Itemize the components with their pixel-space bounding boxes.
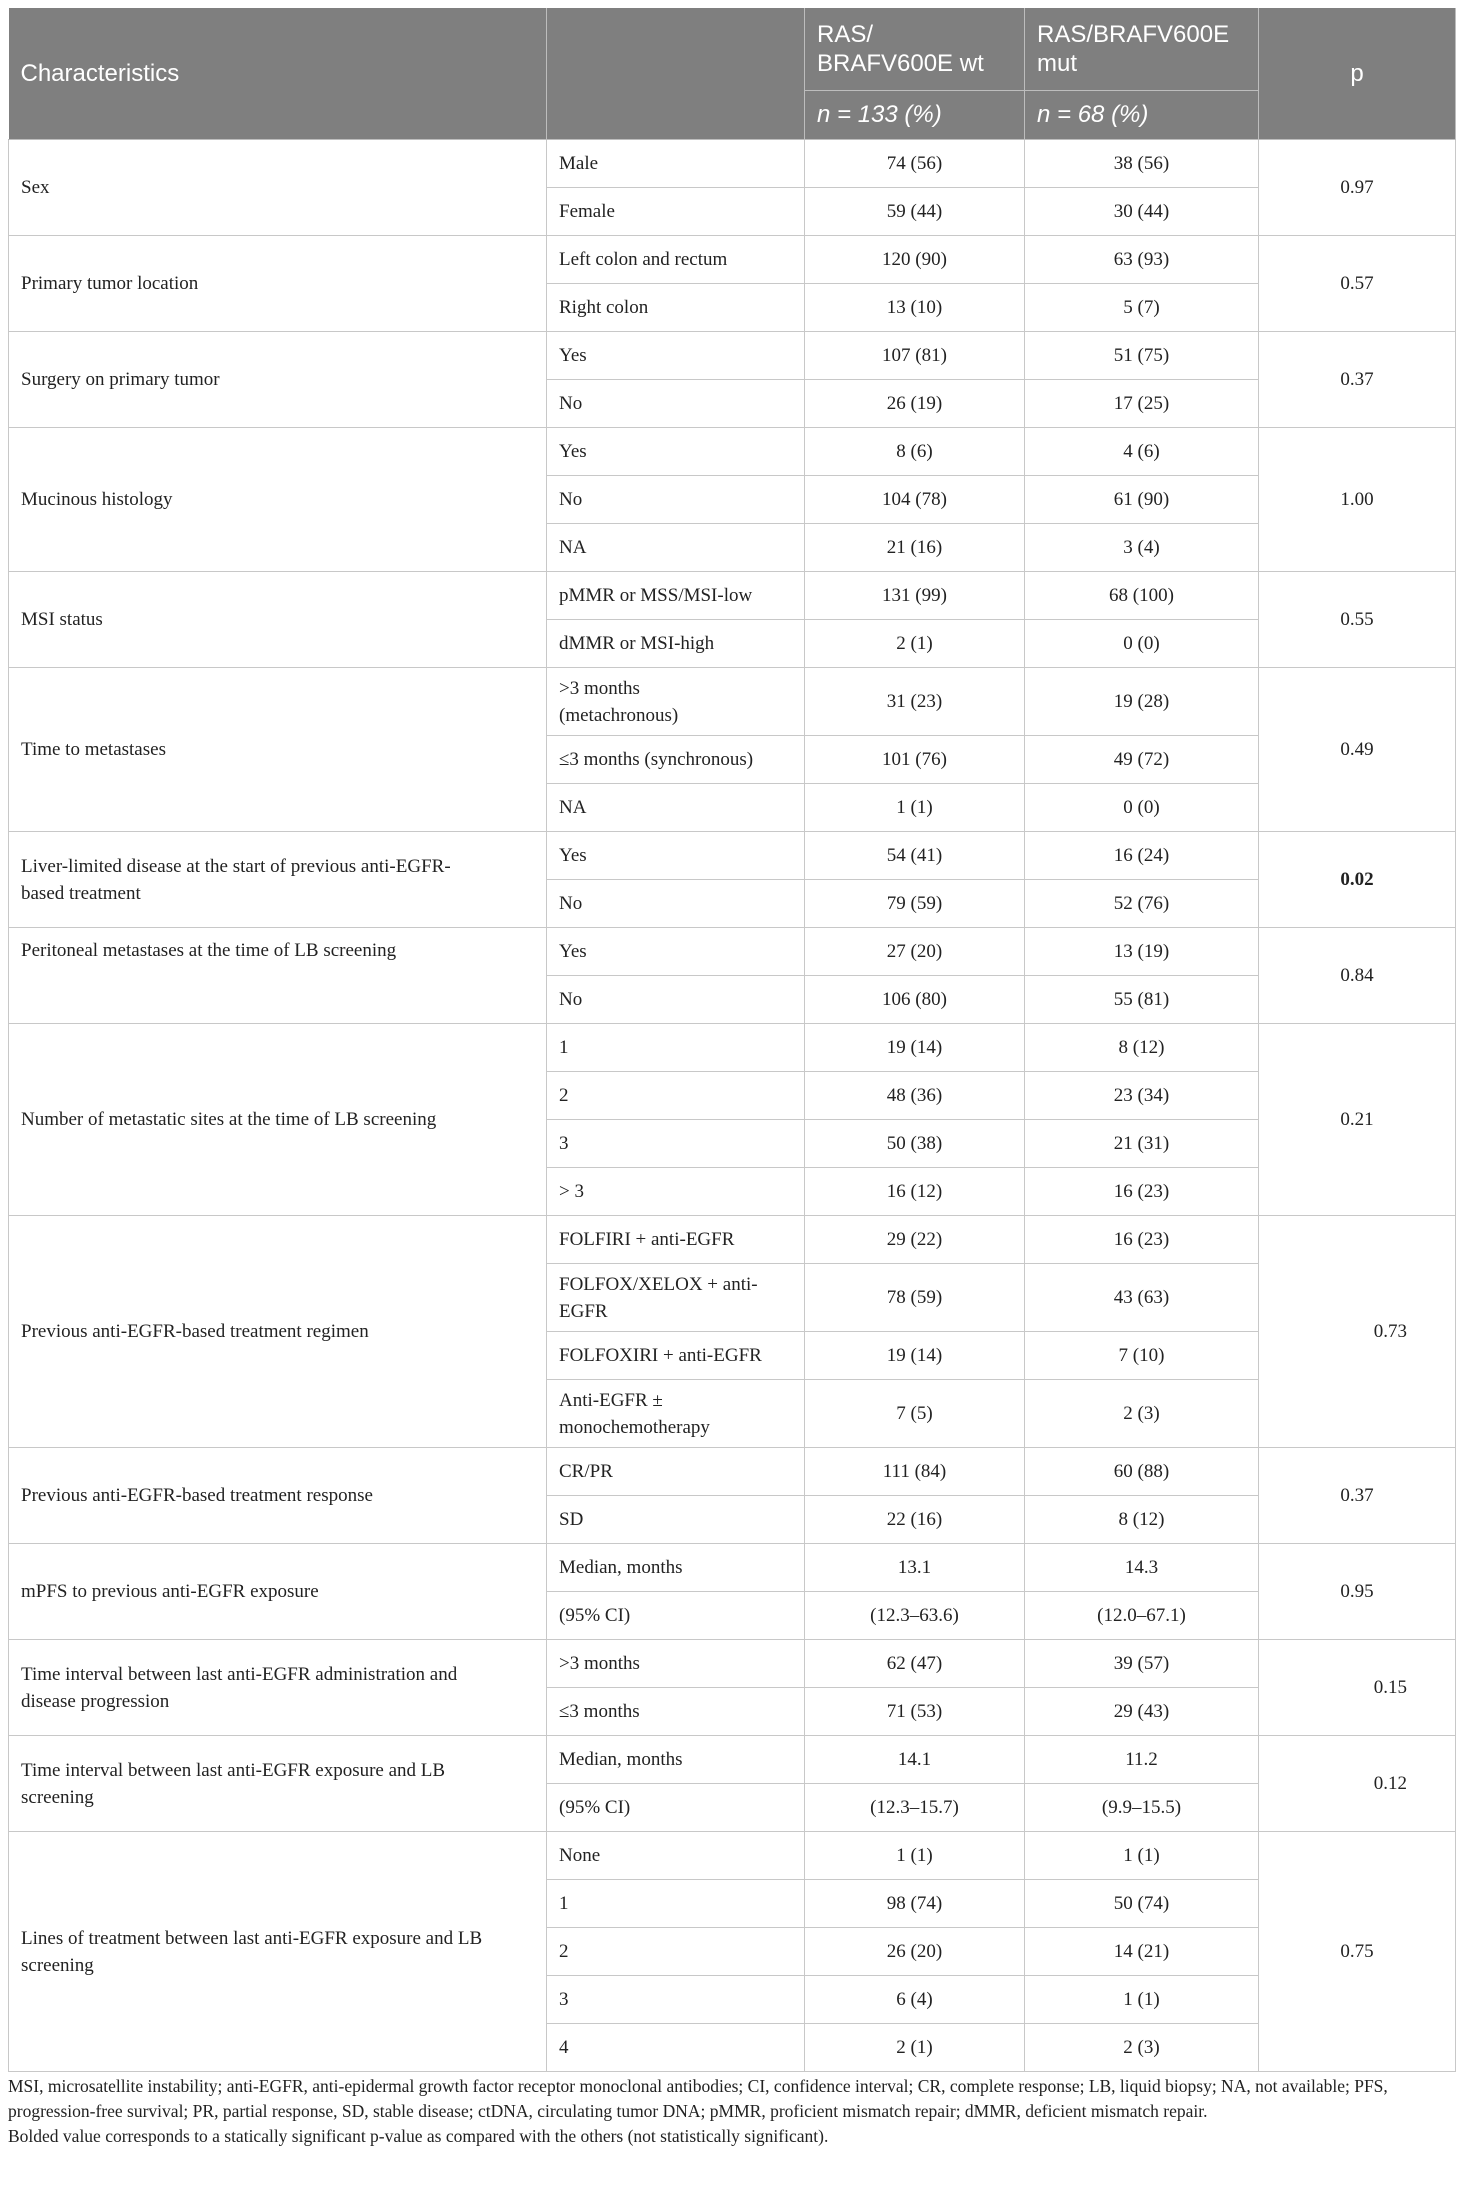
row-characteristic-label: Primary tumor location	[9, 236, 547, 332]
row-subcategory: 1	[547, 1024, 805, 1072]
table-header	[9, 8, 1456, 140]
cell-wt-value: 13 (10)	[805, 284, 1025, 332]
cell-mut-value: 29 (43)	[1025, 1688, 1259, 1736]
table-row	[9, 428, 1456, 476]
row-characteristic-label: Number of metastatic sites at the time of LB screening	[9, 1024, 547, 1216]
cell-wt-value: 16 (12)	[805, 1168, 1025, 1216]
cell-mut-value: 61 (90)	[1025, 476, 1259, 524]
header-subcategory	[547, 8, 805, 140]
row-subcategory: Yes	[547, 428, 805, 476]
row-characteristic-label: Mucinous histology	[9, 428, 547, 572]
header-n-wt: n = 133 (%)	[805, 91, 1025, 140]
cell-p-value: 0.49	[1259, 668, 1456, 832]
row-characteristic-label: Previous anti-EGFR-based treatment regimen	[9, 1216, 547, 1448]
row-subcategory: NA	[547, 524, 805, 572]
cell-wt-value: 120 (90)	[805, 236, 1025, 284]
cell-wt-value: 1 (1)	[805, 1832, 1025, 1880]
table-footnotes	[8, 2072, 1455, 2149]
cell-wt-value: 50 (38)	[805, 1120, 1025, 1168]
cell-mut-value: 30 (44)	[1025, 188, 1259, 236]
cell-wt-value: 26 (20)	[805, 1928, 1025, 1976]
table-container	[8, 8, 1455, 2149]
row-subcategory: pMMR or MSS/MSI-low	[547, 572, 805, 620]
cell-mut-value: 1 (1)	[1025, 1976, 1259, 2024]
cell-wt-value: 27 (20)	[805, 928, 1025, 976]
header-p: p	[1259, 8, 1456, 140]
cell-mut-value: 13 (19)	[1025, 928, 1259, 976]
header-group-wt: RAS/ BRAFV600E wt	[805, 8, 1025, 91]
cell-wt-value: 78 (59)	[805, 1264, 1025, 1332]
cell-wt-value: 6 (4)	[805, 1976, 1025, 2024]
cell-wt-value: (12.3–15.7)	[805, 1784, 1025, 1832]
cell-mut-value: 14 (21)	[1025, 1928, 1259, 1976]
cell-mut-value: 39 (57)	[1025, 1640, 1259, 1688]
cell-mut-value: 16 (23)	[1025, 1168, 1259, 1216]
cell-wt-value: 2 (1)	[805, 2024, 1025, 2072]
cell-p-value: 0.84	[1259, 928, 1456, 1024]
cell-wt-value: 98 (74)	[805, 1880, 1025, 1928]
cell-wt-value: 13.1	[805, 1544, 1025, 1592]
cell-wt-value: 19 (14)	[805, 1332, 1025, 1380]
cell-mut-value: 2 (3)	[1025, 2024, 1259, 2072]
row-subcategory: >3 months	[547, 1640, 805, 1688]
table-row	[9, 928, 1456, 976]
cell-mut-value: 50 (74)	[1025, 1880, 1259, 1928]
cell-wt-value: 26 (19)	[805, 380, 1025, 428]
cell-mut-value: 52 (76)	[1025, 880, 1259, 928]
cell-mut-value: 19 (28)	[1025, 668, 1259, 736]
row-subcategory: None	[547, 1832, 805, 1880]
cell-wt-value: 54 (41)	[805, 832, 1025, 880]
row-subcategory: 4	[547, 2024, 805, 2072]
row-subcategory: Right colon	[547, 284, 805, 332]
row-subcategory: 3	[547, 1976, 805, 2024]
cell-p-value: 0.73	[1259, 1216, 1456, 1448]
cell-p-value: 0.21	[1259, 1024, 1456, 1216]
cell-wt-value: (12.3–63.6)	[805, 1592, 1025, 1640]
cell-mut-value: 49 (72)	[1025, 736, 1259, 784]
row-subcategory: No	[547, 476, 805, 524]
cell-mut-value: 68 (100)	[1025, 572, 1259, 620]
row-subcategory: > 3	[547, 1168, 805, 1216]
cell-p-value: 0.37	[1259, 332, 1456, 428]
cell-p-value: 0.12	[1259, 1736, 1456, 1832]
cell-mut-value: 51 (75)	[1025, 332, 1259, 380]
cell-mut-value: 0 (0)	[1025, 620, 1259, 668]
row-subcategory: Median, months	[547, 1736, 805, 1784]
cell-wt-value: 106 (80)	[805, 976, 1025, 1024]
row-subcategory: FOLFIRI + anti-EGFR	[547, 1216, 805, 1264]
footnote-abbreviations: MSI, microsatellite instability; anti-EGFR, anti-epidermal growth factor receptor monoclonal antibodies; CI, confidence interval; CR, complete response; LB, liquid biopsy; NA, not available; PFS, progression-free survival; PR, partial response, SD, stable disease; ctDNA, circulating tumor DNA; pMMR, proficient mismatch repair; dMMR, deficient mismatch repair.	[8, 2076, 1388, 2121]
cell-mut-value: 16 (24)	[1025, 832, 1259, 880]
cell-wt-value: 71 (53)	[805, 1688, 1025, 1736]
cell-wt-value: 79 (59)	[805, 880, 1025, 928]
cell-mut-value: 55 (81)	[1025, 976, 1259, 1024]
cell-mut-value: 23 (34)	[1025, 1072, 1259, 1120]
table-row	[9, 1544, 1456, 1592]
row-subcategory: ≤3 months (synchronous)	[547, 736, 805, 784]
cell-mut-value: 0 (0)	[1025, 784, 1259, 832]
row-subcategory: Median, months	[547, 1544, 805, 1592]
cell-mut-value: (9.9–15.5)	[1025, 1784, 1259, 1832]
cell-p-value: 0.57	[1259, 236, 1456, 332]
row-characteristic-label: Lines of treatment between last anti-EGFR exposure and LB screening	[9, 1832, 547, 2072]
cell-wt-value: 107 (81)	[805, 332, 1025, 380]
cell-wt-value: 31 (23)	[805, 668, 1025, 736]
cell-p-value: 0.97	[1259, 140, 1456, 236]
cell-p-value: 0.02	[1259, 832, 1456, 928]
row-subcategory: >3 months (metachronous)	[547, 668, 805, 736]
row-characteristic-label: Previous anti-EGFR-based treatment response	[9, 1448, 547, 1544]
table-row	[9, 1448, 1456, 1496]
cell-mut-value: 5 (7)	[1025, 284, 1259, 332]
row-subcategory: dMMR or MSI-high	[547, 620, 805, 668]
cell-mut-value: 21 (31)	[1025, 1120, 1259, 1168]
row-subcategory: Anti-EGFR ± monochemotherapy	[547, 1380, 805, 1448]
table-row	[9, 832, 1456, 880]
cell-wt-value: 2 (1)	[805, 620, 1025, 668]
cell-wt-value: 22 (16)	[805, 1496, 1025, 1544]
cell-mut-value: 17 (25)	[1025, 380, 1259, 428]
cell-wt-value: 62 (47)	[805, 1640, 1025, 1688]
cell-mut-value: 43 (63)	[1025, 1264, 1259, 1332]
cell-wt-value: 7 (5)	[805, 1380, 1025, 1448]
row-characteristic-label: MSI status	[9, 572, 547, 668]
row-subcategory: Female	[547, 188, 805, 236]
cell-wt-value: 19 (14)	[805, 1024, 1025, 1072]
cell-wt-value: 104 (78)	[805, 476, 1025, 524]
footnote-bold-note: Bolded value corresponds to a statically significant p-value as compared with the others (not statistically significant).	[8, 2126, 829, 2146]
characteristics-table	[8, 8, 1456, 2072]
cell-wt-value: 111 (84)	[805, 1448, 1025, 1496]
cell-p-value: 0.37	[1259, 1448, 1456, 1544]
row-subcategory: 3	[547, 1120, 805, 1168]
row-subcategory: No	[547, 380, 805, 428]
row-characteristic-label: Liver-limited disease at the start of previous anti-EGFR- based treatment	[9, 832, 547, 928]
row-subcategory: Left colon and rectum	[547, 236, 805, 284]
row-subcategory: Yes	[547, 928, 805, 976]
header-characteristics: Characteristics	[9, 8, 547, 140]
cell-mut-value: 11.2	[1025, 1736, 1259, 1784]
cell-wt-value: 14.1	[805, 1736, 1025, 1784]
cell-wt-value: 131 (99)	[805, 572, 1025, 620]
table-row	[9, 1736, 1456, 1784]
row-subcategory: 1	[547, 1880, 805, 1928]
cell-mut-value: 8 (12)	[1025, 1024, 1259, 1072]
header-group-mut: RAS/BRAFV600E mut	[1025, 8, 1259, 91]
cell-mut-value: 4 (6)	[1025, 428, 1259, 476]
row-subcategory: (95% CI)	[547, 1592, 805, 1640]
row-subcategory: FOLFOXIRI + anti-EGFR	[547, 1332, 805, 1380]
table-row	[9, 1640, 1456, 1688]
cell-wt-value: 29 (22)	[805, 1216, 1025, 1264]
table-row	[9, 572, 1456, 620]
cell-wt-value: 59 (44)	[805, 188, 1025, 236]
row-subcategory: FOLFOX/XELOX + anti- EGFR	[547, 1264, 805, 1332]
table-row	[9, 140, 1456, 188]
row-characteristic-label: Surgery on primary tumor	[9, 332, 547, 428]
cell-wt-value: 101 (76)	[805, 736, 1025, 784]
row-subcategory: NA	[547, 784, 805, 832]
cell-mut-value: (12.0–67.1)	[1025, 1592, 1259, 1640]
cell-p-value: 0.55	[1259, 572, 1456, 668]
cell-mut-value: 1 (1)	[1025, 1832, 1259, 1880]
row-subcategory: No	[547, 880, 805, 928]
cell-p-value: 1.00	[1259, 428, 1456, 572]
row-subcategory: Male	[547, 140, 805, 188]
cell-wt-value: 21 (16)	[805, 524, 1025, 572]
row-characteristic-label: mPFS to previous anti-EGFR exposure	[9, 1544, 547, 1640]
cell-p-value: 0.75	[1259, 1832, 1456, 2072]
table-row	[9, 1832, 1456, 1880]
table-row	[9, 236, 1456, 284]
cell-mut-value: 38 (56)	[1025, 140, 1259, 188]
row-subcategory: (95% CI)	[547, 1784, 805, 1832]
cell-wt-value: 1 (1)	[805, 784, 1025, 832]
table-row	[9, 1216, 1456, 1264]
cell-mut-value: 2 (3)	[1025, 1380, 1259, 1448]
row-subcategory: SD	[547, 1496, 805, 1544]
row-characteristic-label: Time to metastases	[9, 668, 547, 832]
cell-mut-value: 14.3	[1025, 1544, 1259, 1592]
row-subcategory: Yes	[547, 332, 805, 380]
cell-p-value: 0.15	[1259, 1640, 1456, 1736]
cell-p-value: 0.95	[1259, 1544, 1456, 1640]
row-subcategory: No	[547, 976, 805, 1024]
row-subcategory: Yes	[547, 832, 805, 880]
row-characteristic-label: Sex	[9, 140, 547, 236]
row-characteristic-label: Time interval between last anti-EGFR administration and disease progression	[9, 1640, 547, 1736]
row-characteristic-label: Peritoneal metastases at the time of LB screening	[9, 928, 547, 1024]
header-n-mut: n = 68 (%)	[1025, 91, 1259, 140]
table-row	[9, 668, 1456, 736]
cell-mut-value: 3 (4)	[1025, 524, 1259, 572]
cell-wt-value: 74 (56)	[805, 140, 1025, 188]
cell-mut-value: 63 (93)	[1025, 236, 1259, 284]
row-characteristic-label: Time interval between last anti-EGFR exposure and LB screening	[9, 1736, 547, 1832]
cell-wt-value: 8 (6)	[805, 428, 1025, 476]
cell-wt-value: 48 (36)	[805, 1072, 1025, 1120]
cell-mut-value: 8 (12)	[1025, 1496, 1259, 1544]
row-subcategory: ≤3 months	[547, 1688, 805, 1736]
cell-mut-value: 7 (10)	[1025, 1332, 1259, 1380]
table-row	[9, 1024, 1456, 1072]
cell-mut-value: 16 (23)	[1025, 1216, 1259, 1264]
row-subcategory: CR/PR	[547, 1448, 805, 1496]
cell-mut-value: 60 (88)	[1025, 1448, 1259, 1496]
table-row	[9, 332, 1456, 380]
row-subcategory: 2	[547, 1928, 805, 1976]
row-subcategory: 2	[547, 1072, 805, 1120]
table-body	[9, 140, 1456, 2072]
